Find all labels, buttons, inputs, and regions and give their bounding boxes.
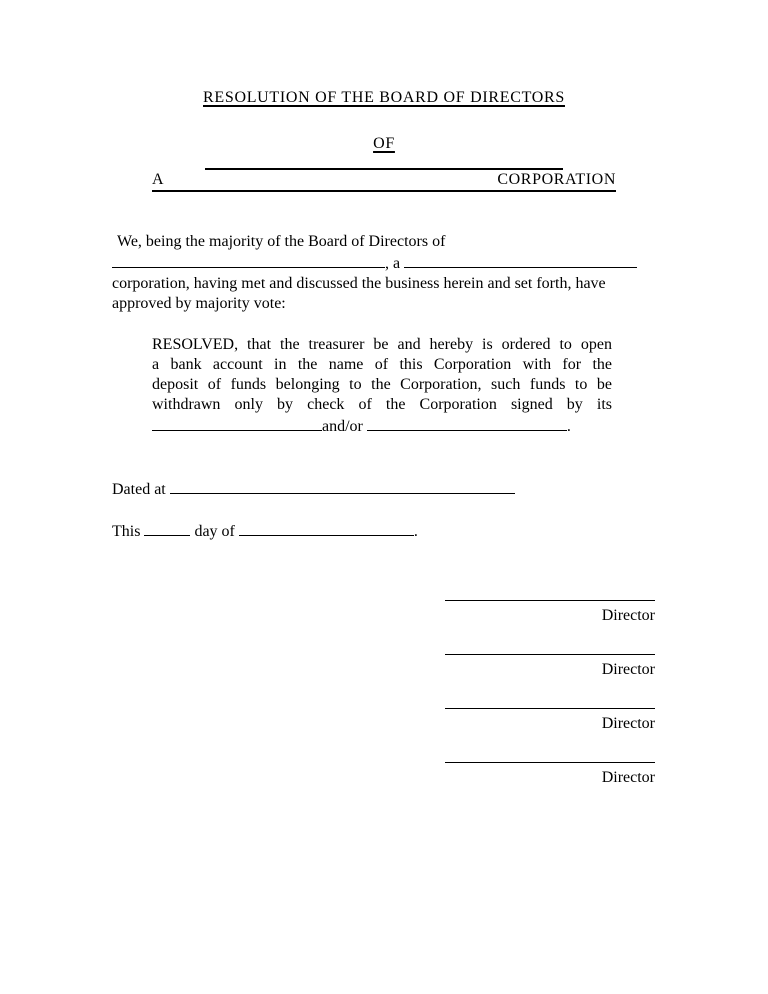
directors-company-name-blank[interactable] bbox=[112, 252, 385, 268]
comma-a-text: , a bbox=[385, 255, 401, 272]
resolved-line-3: deposit of funds belonging to the Corporation, such funds to be bbox=[152, 376, 612, 393]
resolved-period: . bbox=[566, 418, 571, 435]
signer-title-blank-1[interactable] bbox=[152, 415, 322, 431]
signature-entry bbox=[445, 708, 655, 734]
resolved-clause bbox=[152, 335, 612, 437]
signer-title-blank-2[interactable] bbox=[367, 415, 567, 431]
a-label: A bbox=[152, 171, 165, 188]
day-of-line bbox=[112, 520, 768, 542]
signature-line-4[interactable] bbox=[445, 762, 655, 763]
resolved-line-1: RESOLVED, that the treasurer be and hereby is ordered to open bbox=[152, 336, 612, 353]
a-corporation-line bbox=[152, 170, 616, 192]
day-number-blank[interactable] bbox=[144, 520, 190, 536]
signature-entry bbox=[445, 600, 655, 626]
resolved-line-4: withdrawn only by check of the Corporation signed by its bbox=[152, 396, 612, 413]
corporation-label: CORPORATION bbox=[497, 171, 616, 188]
intro-paragraph bbox=[112, 232, 656, 314]
director-label-4: Director bbox=[601, 769, 655, 786]
intro-line-4: approved by majority vote: bbox=[112, 295, 286, 312]
director-label-2: Director bbox=[601, 661, 655, 678]
and-or-text: and/or bbox=[322, 418, 363, 435]
document-title: RESOLUTION OF THE BOARD OF DIRECTORS bbox=[203, 89, 565, 106]
director-label-1: Director bbox=[601, 607, 655, 624]
of-heading: OF bbox=[373, 135, 395, 152]
signature-block bbox=[445, 600, 655, 788]
signature-line-2[interactable] bbox=[445, 654, 655, 655]
state-blank[interactable] bbox=[404, 252, 637, 268]
resolved-line-2: a bank account in the name of this Corporation with for the bbox=[152, 356, 612, 373]
signature-entry bbox=[445, 762, 655, 788]
intro-line-3: corporation, having met and discussed the business herein and set forth, have bbox=[112, 275, 606, 292]
month-blank[interactable] bbox=[239, 520, 414, 536]
signature-line-1[interactable] bbox=[445, 600, 655, 601]
dated-at-blank[interactable] bbox=[170, 478, 515, 494]
director-label-3: Director bbox=[601, 715, 655, 732]
signature-line-3[interactable] bbox=[445, 708, 655, 709]
day-line-period: . bbox=[413, 523, 418, 540]
resolved-line-5 bbox=[152, 415, 612, 437]
intro-line-2 bbox=[112, 252, 656, 274]
signature-entry bbox=[445, 654, 655, 680]
dated-at-label: Dated at bbox=[112, 481, 166, 498]
day-of-label: day of bbox=[194, 523, 235, 540]
dated-at-line bbox=[112, 478, 768, 500]
intro-line-1: We, being the majority of the Board of Directors of bbox=[117, 233, 446, 250]
this-label: This bbox=[112, 523, 141, 540]
